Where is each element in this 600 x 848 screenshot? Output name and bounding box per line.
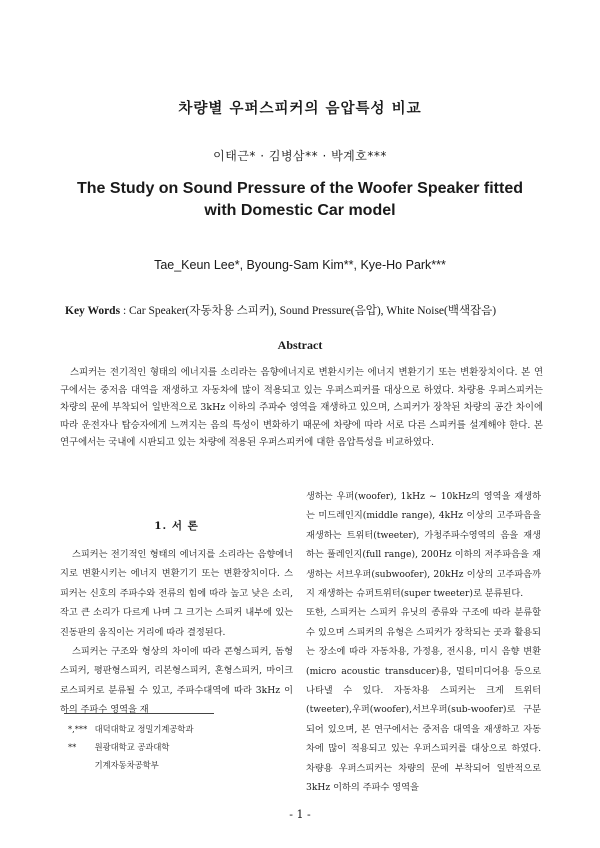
footnote-1 — [68, 720, 298, 738]
page-number: - 1 - — [289, 808, 311, 821]
abstract-body: 스피커는 전기적인 형태의 에너지를 소리라는 음향에너지로 변환시키는 에너지 변환기기 또는 변환장치이다. 본 연구에서는 중저음 대역을 재생하고 자동차에 많이 적용되고 있는 우퍼스피커를 대상으로 하였다. 차량용 우퍼스피커는 차량의 문에 부착되어 일반적으로 3kHz 이하의 주파수 영역을 재생하고 있으며, 스피커가 장착된 차량의 공간 차이에 따라 운전자나 탑승자에게 느껴지는 음의 특성이 변화하기 때문에 차량에 따라 서로 다른 스피커를 설계해야 한다. 본 연구에서는 국내에 시판되고 있는 차량에 적용된 우퍼스피커에 대한 음압특성을 비교하였다. — [60, 367, 543, 448]
right-paragraph-1: 생하는 우퍼(woofer), 1kHz ~ 10kHz의 영역을 재생하는 미드레인지(middle range), 4kHz 이상의 고주파음을 재생하는 트위터(tweeter), 가청주파수영역의 음을 재생하는 풀레인지(full range), 200Hz 이하의 저주파음을 재생하는 서브우퍼(subwoofer), 20kHz 이상의 고주파음까지 재생하는 슈퍼트위터(super tweeter)로 분류된다. — [306, 491, 541, 600]
left-column — [60, 510, 293, 720]
footnote-affiliation-dept: 기계자동차공학부 — [94, 760, 159, 770]
intro-paragraph-2: 스피커는 구조와 형상의 차이에 따라 콘형스피커, 돔형스피커, 평판형스피커, 리본형스피커, 혼형스피커, 마이크로스피커로 분류될 수 있고, 주파수대역에 따라 3kHz 이하의 주파수 영역을 재 — [60, 646, 293, 716]
keywords-text: : Car Speaker(자동차용 스피커), Sound Pressure(음압), White Noise(백색잡음) — [120, 305, 497, 317]
footnote-mark: *,*** — [68, 724, 88, 734]
footnote-affiliation: 원광대학교 공과대학 — [94, 742, 170, 752]
footnote-affiliation: 대덕대학교 정밀기계공학과 — [94, 724, 194, 734]
section-heading-introduction: 1. 서 론 — [154, 520, 199, 532]
keywords-label: Key Words — [65, 305, 121, 317]
footnotes — [68, 720, 298, 774]
footnote-2 — [68, 738, 298, 756]
footnote-2-continued — [68, 756, 298, 774]
keywords — [65, 302, 565, 318]
english-authors: Tae_Keun Lee*, Byoung-Sam Kim**, Kye-Ho Park*** — [154, 258, 446, 272]
korean-authors: 이태근* · 김병삼** · 박계호*** — [213, 149, 387, 163]
footnote-divider — [64, 713, 214, 714]
english-title: The Study on Sound Pressure of the Woofer Speaker fitted with Domestic Car model — [77, 180, 523, 219]
abstract-heading: Abstract — [277, 338, 323, 352]
korean-title: 차량별 우퍼스피커의 음압특성 비교 — [178, 101, 422, 117]
right-column — [306, 487, 541, 798]
right-paragraph-2: 또한, 스피커는 스피커 유닛의 종류와 구조에 따라 분류할 수 있으며 스피커의 유형은 스피커가 장착되는 곳과 활용되는 장소에 따라 자동차용, 가정용, 전시용, 미시 음향 변환(micro acoustic transducer)용, 멀티미디어용 등으로 나타낼 수 있다. 자동차용 스피커는 크게 트위터(tweeter),우퍼(woofer),서브우퍼(sub-woofer)로 구분되어 있으며, 본 연구에서는 중저음 대역을 재생하고 자동차에 많이 적용되고 있는 우퍼스피커를 대상으로 하였다. 차량용 우퍼스피커는 차량의 문에 부착되어 일반적으로 3kHz 이하의 주파수 영역을 — [306, 607, 541, 794]
intro-paragraph-1: 스피커는 전기적인 형태의 에너지를 소리라는 음향에너지로 변환시키는 에너지 변환기기 또는 변환장치이다. 스피커는 신호의 주파수와 전류의 힘에 따라 높고 낮은 소리, 작고 큰 소리가 다르게 나며 그 크기는 스피커 내부에 있는 진동판의 움직이는 거리에 따라 결정된다. — [60, 549, 293, 638]
footnote-mark: ** — [68, 742, 77, 752]
